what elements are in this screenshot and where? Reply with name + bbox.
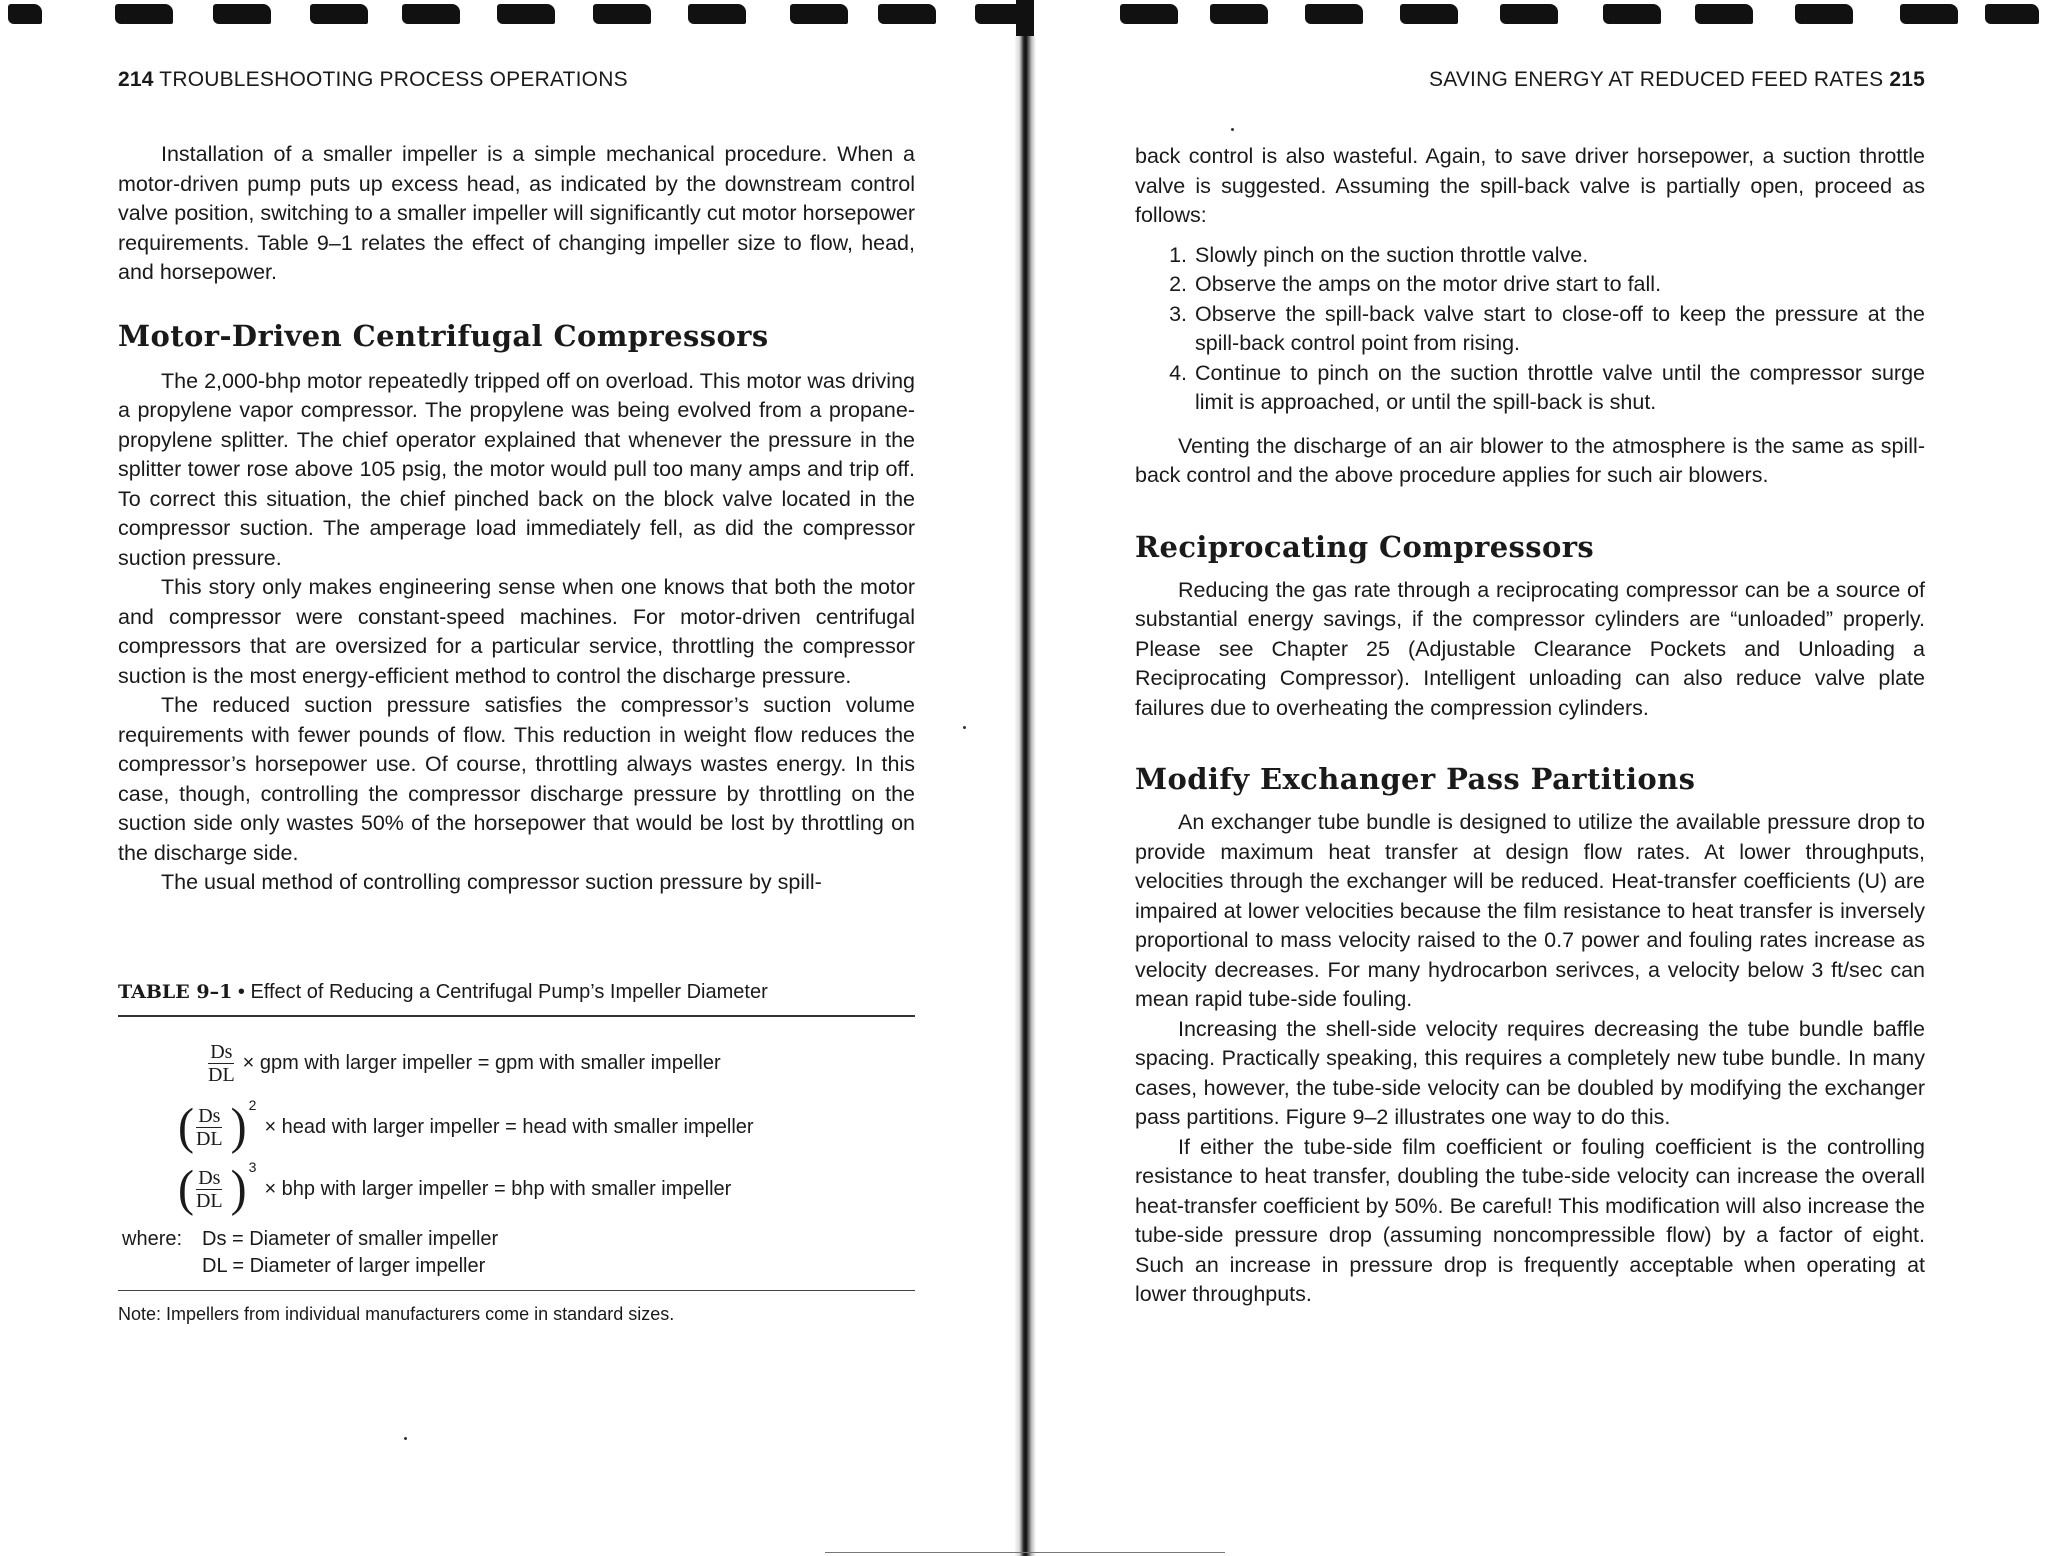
definition-dl: DL = Diameter of larger impeller xyxy=(202,1255,486,1277)
ratio-denominator: DL xyxy=(195,1127,223,1150)
table-bullet: • xyxy=(237,981,245,1003)
body-paragraph: If either the tube-side film coefficient or fouling coefficient is the controlling resistance to heat transfer, doubling the tube-side velocity can increase the overall heat-transfer coefficient by 50%. Be careful! This modification will also increase the tube-side pressure drop (assuming noncompressible flow) by a factor of eight. Such an increase in pressure drop is frequently acceptable when operating at lower throughputs. xyxy=(1135,1134,1925,1306)
left-page-number: 214 xyxy=(118,68,154,91)
edge-mark xyxy=(1695,4,1753,24)
section-heading-reciprocating: Reciprocating Compressors xyxy=(1135,529,1595,564)
equation-gpm xyxy=(206,1041,721,1086)
left-parenthesis: ( xyxy=(178,1160,194,1217)
edge-mark xyxy=(593,4,651,24)
procedure-step xyxy=(1135,241,1925,271)
left-page-content xyxy=(118,140,915,898)
definition-ds: Ds = Diameter of smaller impeller xyxy=(202,1228,499,1250)
diameter-ratio xyxy=(194,1167,225,1212)
section-heading-motor-driven: Motor-Driven Centrifugal Compressors xyxy=(118,318,769,353)
right-running-head-text: SAVING ENERGY AT REDUCED FEED RATES xyxy=(1428,68,1884,91)
table-9-1 xyxy=(118,979,915,1326)
body-paragraph: An exchanger tube bundle is designed to utilize the available pressure drop to provide maximum heat transfer at design flow rates. At lower throughputs, velocities through the exchanger will be reduced. Heat-transfer coefficients (U) are impaired at lower velocities because the film resistance to heat transfer is inversely proportional to mass velocity raised to the 0.7 power and fouling rates increase as velocity decreases. For many hydrocarbon serivces, a velocity below 3 ft/sec can mean rapid tube-side fouling. xyxy=(1135,810,1925,1011)
step-text: Continue to pinch on the suction throttle valve until the compressor surge limit is approached, or until the spill-back is shut. xyxy=(1195,360,1925,414)
page-bottom-edge xyxy=(825,1552,1225,1553)
step-text: Slowly pinch on the suction throttle valve. xyxy=(1195,242,1589,267)
edge-mark xyxy=(1120,4,1178,24)
table-equations xyxy=(118,1017,915,1291)
edge-mark xyxy=(1210,4,1268,24)
edge-mark xyxy=(1795,4,1853,24)
edge-mark xyxy=(1900,4,1958,24)
procedure-step xyxy=(1135,300,1925,359)
continued-paragraph: back control is also wasteful. Again, to save driver horsepower, a suction throttle valve is suggested. Assuming the spill-back valve is partially open, proceed as follows: xyxy=(1135,144,1925,227)
procedure-step xyxy=(1135,359,1925,418)
edge-mark xyxy=(1603,4,1661,24)
edge-mark xyxy=(1400,4,1458,24)
step-number: 1. xyxy=(1169,242,1187,267)
procedure-steps xyxy=(1135,241,1925,418)
step-text: Observe the amps on the motor drive start to fall. xyxy=(1195,272,1662,296)
right-parenthesis: ) xyxy=(230,1160,247,1217)
body-paragraph: Reducing the gas rate through a reciprocating compressor can be a source of substantial energy savings, if the compressor cylinders are “unloaded” properly. Please see Chapter 25 (Adjustable Clearance Pockets and Unloading a Reciprocating Compressor). Intelligent unloading can also reduce valve plate failures due to overheating the compression cylinders. xyxy=(1135,577,1925,720)
right-running-head xyxy=(1429,68,1925,92)
ratio-denominator: DL xyxy=(195,1189,223,1212)
table-note: Note: Impellers from individual manufacturers come in standard sizes. xyxy=(118,1304,675,1324)
step-number: 3. xyxy=(1169,301,1187,326)
edge-mark xyxy=(878,4,936,24)
body-paragraph: The 2,000-bhp motor repeatedly tripped off on overload. This motor was driving a propylene vapor compressor. The propylene was being evolved from a propane-propylene splitter. The chief operator explained that whenever the pressure in the splitter tower rose above 105 psig, the motor would pull too many amps and trip off. To correct this situation, the chief pinched back on the block valve located in the compressor suction. The amperage load immediately fell, as did the compressor suction pressure. xyxy=(118,368,915,570)
edge-mark xyxy=(115,4,173,24)
definitions xyxy=(122,1226,498,1280)
right-page-number: 215 xyxy=(1889,68,1925,91)
left-running-head-text: TROUBLESHOOTING PROCESS OPERATIONS xyxy=(159,68,628,91)
table-title: Effect of Reducing a Centrifugal Pump’s Impeller Diameter xyxy=(250,981,768,1003)
edge-mark xyxy=(1500,4,1558,24)
body-paragraph: This story only makes engineering sense when one knows that both the motor and compressor were constant-speed machines. For motor-driven centrifugal compressors that are oversized for a particular service, throttling the compressor suction is the most energy-efficient method to control the discharge pressure. xyxy=(118,575,915,688)
edge-mark xyxy=(790,4,848,24)
edge-mark xyxy=(1305,4,1363,24)
equation-expression: × gpm with larger impeller = gpm with smaller impeller xyxy=(242,1052,721,1074)
body-paragraph: The usual method of controlling compressor suction pressure by spill- xyxy=(161,870,822,894)
body-paragraph: The reduced suction pressure satisfies the compressor’s suction volume requirements with fewer pounds of flow. This reduction in weight flow reduces the compressor’s horsepower use. Of course, throttling always wastes energy. In this case, though, controlling the compressor discharge pressure by throttling on the suction side only wastes 50% of the horsepower that would be lost by throttling on the discharge side. xyxy=(118,693,915,865)
book-spine-top xyxy=(1016,0,1034,40)
edge-mark xyxy=(402,4,460,24)
stray-mark xyxy=(963,726,966,729)
diameter-ratio xyxy=(194,1105,225,1150)
right-parenthesis: ) xyxy=(230,1098,247,1155)
equation-expression: × head with larger impeller = head with smaller impeller xyxy=(264,1115,754,1138)
equation-bhp xyxy=(178,1158,732,1217)
edge-mark xyxy=(1985,4,2039,24)
equation-head xyxy=(178,1096,754,1155)
edge-mark xyxy=(497,4,555,24)
edge-mark xyxy=(688,4,746,24)
equation-expression: × bhp with larger impeller = bhp with smaller impeller xyxy=(264,1177,732,1200)
table-caption xyxy=(118,979,915,1017)
right-page-content xyxy=(1135,142,1925,1310)
edge-mark xyxy=(310,4,368,24)
where-label-spacer xyxy=(122,1253,202,1280)
step-number: 2. xyxy=(1169,272,1187,296)
stray-mark xyxy=(404,1437,407,1440)
body-paragraph: Venting the discharge of an air blower to the atmosphere is the same as spill-back control and the above procedure applies for such air blowers. xyxy=(1135,433,1925,487)
step-number: 4. xyxy=(1169,360,1187,385)
intro-paragraph: Installation of a smaller impeller is a simple mechanical procedure. When a motor-driven pump puts up excess head, as indicated by the downstream control valve position, switching to a smaller impeller will significantly cut motor horsepower requirements. Table 9–1 relates the effect of changing impeller size to flow, head, and horsepower. xyxy=(118,142,915,284)
ratio-exponent: 2 xyxy=(248,1096,257,1113)
table-label: TABLE 9–1 xyxy=(118,981,233,1003)
diameter-ratio xyxy=(206,1041,237,1086)
step-text: Observe the spill-back valve start to close-off to keep the pressure at the spill-back control point from rising. xyxy=(1195,301,1925,355)
stray-mark xyxy=(1231,128,1234,131)
left-running-head xyxy=(118,68,628,92)
edge-mark xyxy=(8,4,42,24)
where-label: where: xyxy=(122,1228,183,1250)
left-parenthesis: ( xyxy=(178,1098,194,1155)
section-heading-exchanger: Modify Exchanger Pass Partitions xyxy=(1135,762,1696,796)
ratio-numerator: Ds xyxy=(198,1166,221,1189)
ratio-exponent: 3 xyxy=(248,1158,257,1175)
ratio-numerator: Ds xyxy=(198,1104,221,1127)
definition-row xyxy=(122,1253,498,1280)
definition-row xyxy=(122,1226,498,1253)
ratio-denominator: DL xyxy=(208,1064,235,1086)
body-paragraph: Increasing the shell-side velocity requires decreasing the tube bundle baffle spacing. Practically speaking, this requires a completely new tube bundle. In many cases, however, the tube-side velocity can be doubled by modifying the exchanger pass partitions. Figure 9–2 illustrates one way to do this. xyxy=(1135,1016,1925,1129)
book-spine-shadow xyxy=(1014,36,1036,1556)
edge-mark xyxy=(213,4,271,24)
procedure-step xyxy=(1135,270,1925,300)
ratio-numerator: Ds xyxy=(210,1041,233,1063)
